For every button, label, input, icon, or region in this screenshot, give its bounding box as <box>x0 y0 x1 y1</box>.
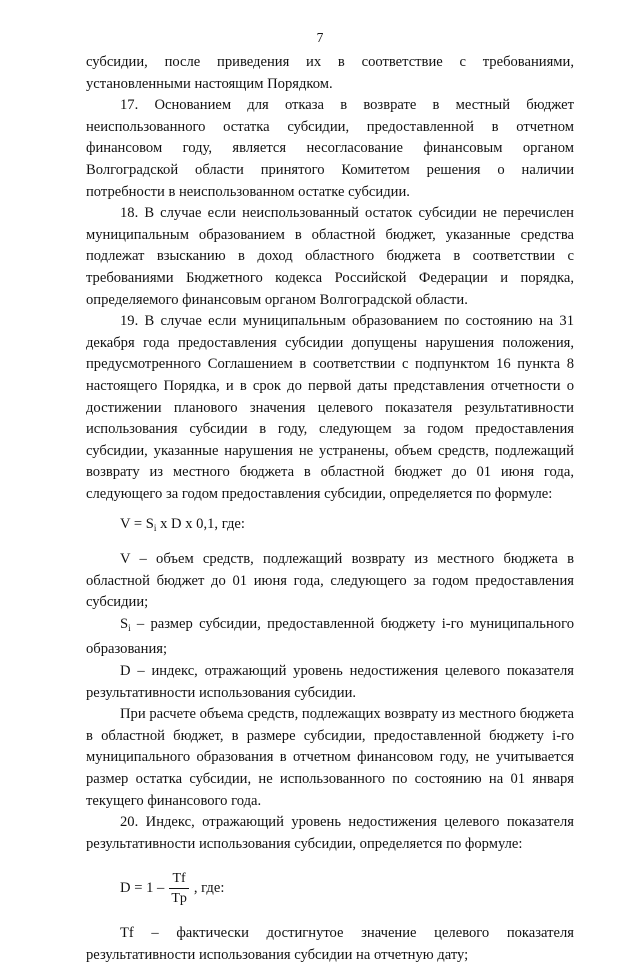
fraction-denominator: Tp <box>171 890 187 906</box>
definition-s <box>86 614 574 661</box>
definition-s-subscript: i <box>128 622 131 633</box>
formula-d <box>86 866 574 910</box>
paragraph-17: 17. Основанием для отказа в возврате в местный бюджет неиспользованного остатка субсидии, предоставленной в отчетном финансовом году, является несогласование финансовым органом Волгоградской области принятого Комитетом решения о наличии потребности в неиспользованном остатке субсидии. <box>86 97 574 200</box>
formula-d-fraction <box>168 870 190 907</box>
paragraph-18: 18. В случае если неиспользованный остаток субсидии не перечислен муниципальным образованием в областной бюджет, указанные средства подлежат взысканию в доход областного бюджета в соответствии с требованиями Бюджетного кодекса Российской Федерации и порядка, определяемого финансовым органом Волгоградской области. <box>86 205 574 308</box>
definition-s-text: – размер субсидии, предоставленной бюджету i-го муниципального образования; <box>86 615 574 658</box>
formula-d-lhs: D = 1 – <box>120 879 165 896</box>
formula-v-part2: x D x 0,1, где: <box>156 516 245 533</box>
calculation-note: При расчете объема средств, подлежащих возврату из местного бюджета в областной бюджет, в размере субсидии, предоставленной бюджету i-го муниципального образования в отчетном финансовом году, не учитывается размер остатка субсидии, не использованного по состоянию на 01 января текущего финансового года. <box>86 706 574 809</box>
paragraph-19: 19. В случае если муниципальным образованием по состоянию на 31 декабря года предоставления субсидии допущены нарушения положения, предусмотренного Соглашением в соответствии с подпунктом 16 пункта 8 настоящего Порядка, и в срок до первой даты представления отчетности о достижении планового значения целевого показателя результативности использования субсидии в году, следующем за годом предоставления субсидии, указанные нарушения не устранены, объем средств, подлежащий возврату из местного бюджета в областной бюджет до 01 июня года, следующего за годом предоставления субсидии, определяется по формуле: <box>86 313 574 502</box>
document-body <box>86 52 574 967</box>
definition-s-symbol: S <box>120 615 129 632</box>
formula-v-subscript: i <box>153 523 157 534</box>
formula-v <box>86 514 574 540</box>
definition-d: D – индекс, отражающий уровень недостижения целевого показателя результативности использования субсидии. <box>86 663 574 701</box>
fraction-numerator: Tf <box>169 870 188 889</box>
formula-d-tail: , где: <box>193 879 225 896</box>
paragraph-20: 20. Индекс, отражающий уровень недостижения целевого показателя результативности использования субсидии, определяется по формуле: <box>86 814 574 852</box>
definition-v: V – объем средств, подлежащий возврату из местного бюджета в областной бюджет до 01 июня года, следующего за годом предоставления субсидии; <box>86 551 574 611</box>
page-number: 7 <box>316 30 324 45</box>
definition-tf: Tf – фактически достигнутое значение целевого показателя результативности использования субсидии на отчетную дату; <box>86 925 574 963</box>
paragraph-continuation: субсидии, после приведения их в соответствие с требованиями, установленными настоящим Порядком. <box>86 54 574 92</box>
formula-v-part1: V = S <box>120 516 154 533</box>
